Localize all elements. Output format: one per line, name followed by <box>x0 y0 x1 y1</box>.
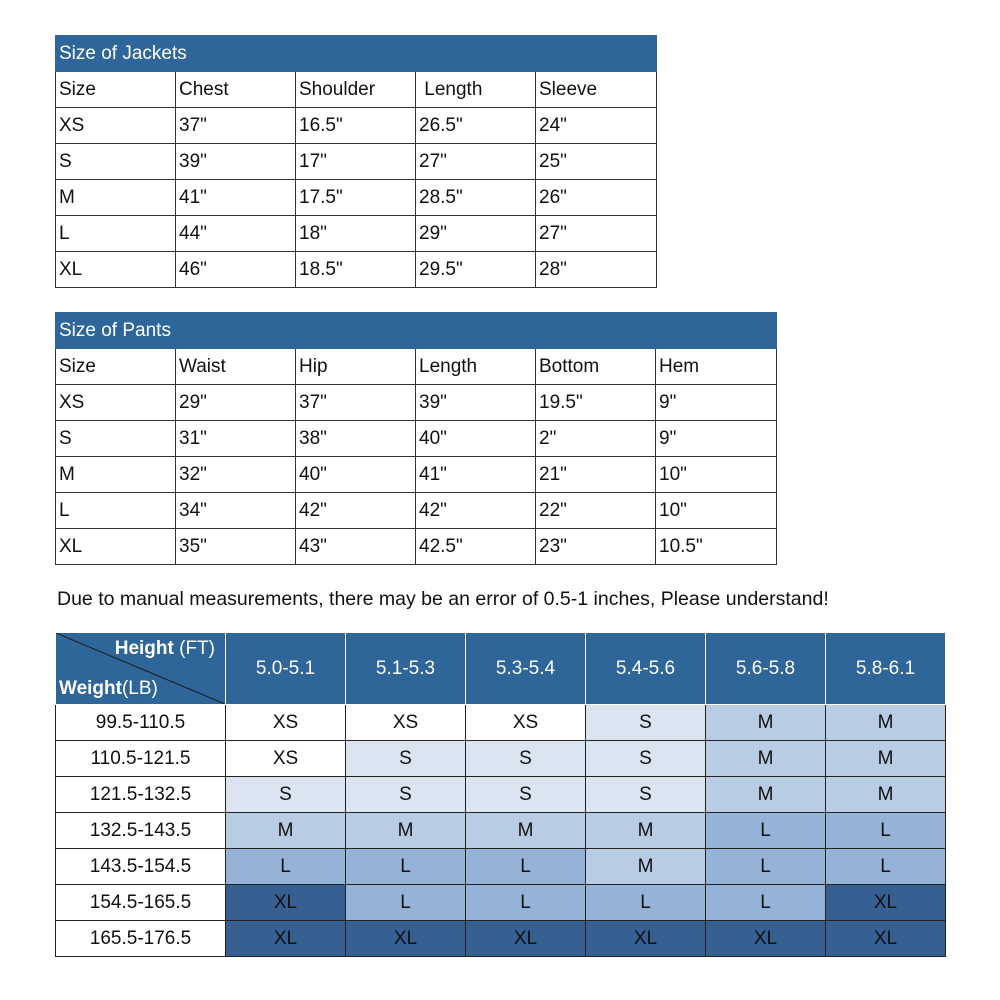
table-cell: 25" <box>536 144 657 180</box>
size-cell: XL <box>466 921 586 957</box>
table-cell: 18" <box>296 216 416 252</box>
size-cell: M <box>586 849 706 885</box>
table-cell: 17" <box>296 144 416 180</box>
table-cell: 22" <box>536 493 656 529</box>
height-column-header: 5.4-5.6 <box>586 633 706 705</box>
table-cell: L <box>56 493 176 529</box>
table-row <box>56 108 657 144</box>
matrix-row <box>56 921 946 957</box>
table-cell: 34" <box>176 493 296 529</box>
size-cell: M <box>826 777 946 813</box>
table-cell: S <box>56 144 176 180</box>
pants-size-table <box>55 312 777 565</box>
table-cell: 40" <box>416 421 536 457</box>
table-cell: 27" <box>536 216 657 252</box>
height-weight-size-matrix <box>55 632 946 957</box>
table-cell: 31" <box>176 421 296 457</box>
table-cell: 26.5" <box>416 108 536 144</box>
table-cell: 19.5" <box>536 385 656 421</box>
column-header: Hip <box>296 349 416 385</box>
weight-row-label: 99.5-110.5 <box>56 705 226 741</box>
table-cell: 29" <box>176 385 296 421</box>
table-row <box>56 385 777 421</box>
table-row <box>56 421 777 457</box>
column-header: Sleeve <box>536 72 657 108</box>
height-column-header: 5.0-5.1 <box>226 633 346 705</box>
table-cell: 44" <box>176 216 296 252</box>
table-row <box>56 216 657 252</box>
table-cell: 42" <box>416 493 536 529</box>
matrix-row <box>56 705 946 741</box>
table-cell: 29.5" <box>416 252 536 288</box>
pants-caption: Size of Pants <box>56 313 777 349</box>
table-cell: 43" <box>296 529 416 565</box>
table-cell: 37" <box>176 108 296 144</box>
column-header: Length <box>416 72 536 108</box>
table-row <box>56 180 657 216</box>
size-cell: S <box>586 741 706 777</box>
table-cell: 39" <box>176 144 296 180</box>
size-cell: XL <box>586 921 706 957</box>
table-row <box>56 457 777 493</box>
table-cell: 16.5" <box>296 108 416 144</box>
height-column-header: 5.6-5.8 <box>706 633 826 705</box>
table-cell: M <box>56 457 176 493</box>
jackets-caption: Size of Jackets <box>56 36 657 72</box>
size-cell: L <box>826 849 946 885</box>
size-cell: XL <box>226 885 346 921</box>
table-cell: 10.5" <box>656 529 777 565</box>
size-cell: S <box>586 705 706 741</box>
table-cell: 40" <box>296 457 416 493</box>
size-cell: L <box>346 849 466 885</box>
size-cell: S <box>346 777 466 813</box>
table-row <box>56 252 657 288</box>
height-axis-label: Height (FT) <box>114 638 215 659</box>
size-cell: XL <box>826 921 946 957</box>
matrix-row <box>56 777 946 813</box>
size-cell: XL <box>226 921 346 957</box>
height-column-header: 5.1-5.3 <box>346 633 466 705</box>
jackets-header-row <box>56 72 657 108</box>
table-cell: 39" <box>416 385 536 421</box>
weight-row-label: 165.5-176.5 <box>56 921 226 957</box>
table-cell: M <box>56 180 176 216</box>
size-cell: S <box>226 777 346 813</box>
column-header: Hem <box>656 349 777 385</box>
matrix-body <box>56 705 946 957</box>
table-cell: 37" <box>296 385 416 421</box>
matrix-row <box>56 885 946 921</box>
table-cell: XS <box>56 108 176 144</box>
table-cell: 35" <box>176 529 296 565</box>
table-cell: 17.5" <box>296 180 416 216</box>
size-cell: S <box>466 741 586 777</box>
size-cell: M <box>346 813 466 849</box>
matrix-row <box>56 741 946 777</box>
table-cell: 28.5" <box>416 180 536 216</box>
table-cell: 32" <box>176 457 296 493</box>
size-cell: M <box>466 813 586 849</box>
size-cell: M <box>586 813 706 849</box>
size-cell: M <box>826 705 946 741</box>
column-header: Length <box>416 349 536 385</box>
weight-row-label: 154.5-165.5 <box>56 885 226 921</box>
size-cell: M <box>826 741 946 777</box>
size-cell: L <box>226 849 346 885</box>
weight-row-label: 132.5-143.5 <box>56 813 226 849</box>
size-cell: XS <box>466 705 586 741</box>
measurement-note: Due to manual measurements, there may be an error of 0.5-1 inches, Please understand! <box>57 588 829 610</box>
pants-header-row <box>56 349 777 385</box>
table-cell: 28" <box>536 252 657 288</box>
size-cell: L <box>586 885 706 921</box>
size-cell: M <box>226 813 346 849</box>
table-cell: 9" <box>656 385 777 421</box>
table-cell: 27" <box>416 144 536 180</box>
matrix-header-row <box>56 633 946 705</box>
table-cell: 21" <box>536 457 656 493</box>
size-cell: XS <box>226 741 346 777</box>
size-cell: XL <box>706 921 826 957</box>
size-cell: S <box>586 777 706 813</box>
size-cell: L <box>706 813 826 849</box>
table-cell: 18.5" <box>296 252 416 288</box>
height-column-header: 5.3-5.4 <box>466 633 586 705</box>
table-row <box>56 144 657 180</box>
table-row <box>56 529 777 565</box>
table-cell: 26" <box>536 180 657 216</box>
size-cell: M <box>706 705 826 741</box>
column-header: Chest <box>176 72 296 108</box>
table-cell: XL <box>56 252 176 288</box>
weight-row-label: 121.5-132.5 <box>56 777 226 813</box>
table-cell: 41" <box>176 180 296 216</box>
matrix-row <box>56 849 946 885</box>
size-cell: L <box>826 813 946 849</box>
table-cell: S <box>56 421 176 457</box>
table-cell: XS <box>56 385 176 421</box>
size-cell: L <box>346 885 466 921</box>
column-header: Waist <box>176 349 296 385</box>
matrix-corner-cell <box>56 633 226 705</box>
column-header: Size <box>56 349 176 385</box>
table-cell: 41" <box>416 457 536 493</box>
table-cell: 38" <box>296 421 416 457</box>
height-column-header: 5.8-6.1 <box>826 633 946 705</box>
size-cell: L <box>466 885 586 921</box>
size-cell: XS <box>346 705 466 741</box>
table-cell: 10" <box>656 493 777 529</box>
table-cell: 29" <box>416 216 536 252</box>
weight-row-label: 143.5-154.5 <box>56 849 226 885</box>
table-cell: 9" <box>656 421 777 457</box>
matrix-row <box>56 813 946 849</box>
weight-row-label: 110.5-121.5 <box>56 741 226 777</box>
table-cell: 46" <box>176 252 296 288</box>
table-cell: 42.5" <box>416 529 536 565</box>
size-cell: S <box>466 777 586 813</box>
size-cell: XL <box>826 885 946 921</box>
table-cell: 2" <box>536 421 656 457</box>
table-cell: 23" <box>536 529 656 565</box>
table-row <box>56 493 777 529</box>
size-cell: L <box>706 849 826 885</box>
size-cell: L <box>706 885 826 921</box>
jackets-size-table <box>55 35 657 288</box>
weight-axis-label: Weight(LB) <box>59 678 158 699</box>
size-cell: M <box>706 777 826 813</box>
column-header: Size <box>56 72 176 108</box>
column-header: Shoulder <box>296 72 416 108</box>
column-header: Bottom <box>536 349 656 385</box>
size-cell: M <box>706 741 826 777</box>
table-cell: L <box>56 216 176 252</box>
table-cell: 24" <box>536 108 657 144</box>
table-cell: 10" <box>656 457 777 493</box>
size-cell: XL <box>346 921 466 957</box>
table-cell: 42" <box>296 493 416 529</box>
size-cell: XS <box>226 705 346 741</box>
size-cell: S <box>346 741 466 777</box>
table-cell: XL <box>56 529 176 565</box>
size-cell: L <box>466 849 586 885</box>
